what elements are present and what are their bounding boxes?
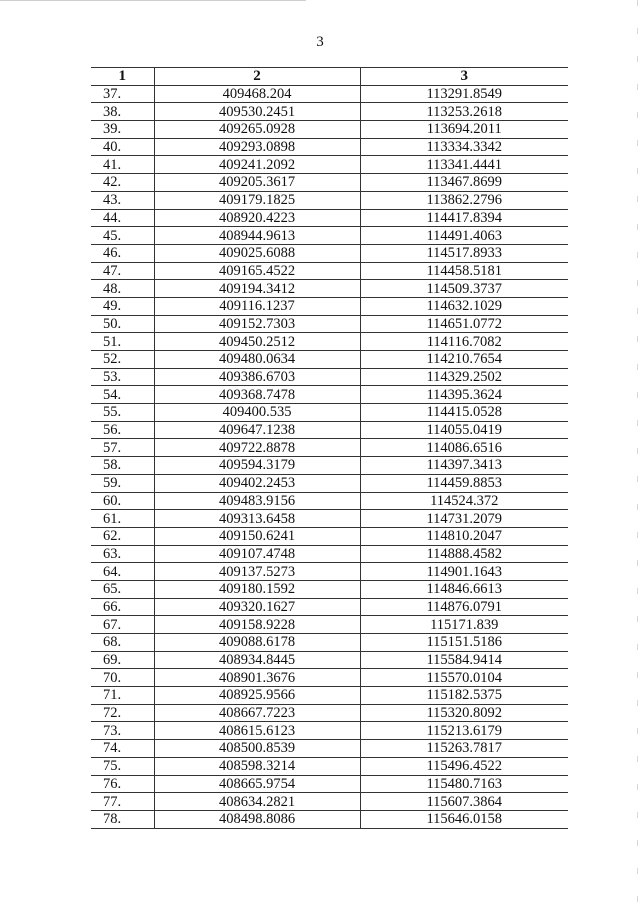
y-coordinate-cell: 114846.6613 [360, 580, 568, 598]
point-number-cell: 61. [91, 510, 154, 528]
y-coordinate-cell: 114651.0772 [360, 315, 568, 333]
y-coordinate-cell: 113253.2618 [360, 103, 568, 121]
x-coordinate-cell: 409647.1238 [154, 421, 360, 439]
x-coordinate-cell: 409450.2512 [154, 333, 360, 351]
point-number-cell: 75. [91, 757, 154, 775]
x-coordinate-cell: 409241.2092 [154, 156, 360, 174]
table-row [91, 421, 568, 439]
point-number-cell: 43. [91, 191, 154, 209]
table-row [91, 669, 568, 687]
point-number-cell: 66. [91, 598, 154, 616]
table-row [91, 563, 568, 581]
table-row [91, 262, 568, 280]
x-coordinate-cell: 408615.6123 [154, 722, 360, 740]
scan-edge-marks [637, 0, 638, 904]
point-number-cell: 49. [91, 297, 154, 315]
x-coordinate-cell: 409386.6703 [154, 368, 360, 386]
point-number-cell: 70. [91, 669, 154, 687]
point-number-cell: 73. [91, 722, 154, 740]
table-row [91, 121, 568, 139]
x-coordinate-cell: 408944.9613 [154, 227, 360, 245]
table-row [91, 404, 568, 422]
y-coordinate-cell: 114901.1643 [360, 563, 568, 581]
x-coordinate-cell: 408901.3676 [154, 669, 360, 687]
y-coordinate-cell: 115570.0104 [360, 669, 568, 687]
y-coordinate-cell: 115480.7163 [360, 775, 568, 793]
x-coordinate-cell: 409293.0898 [154, 138, 360, 156]
table-row [91, 103, 568, 121]
y-coordinate-cell: 114397.3413 [360, 457, 568, 475]
y-coordinate-cell: 115171.839 [360, 616, 568, 634]
point-number-cell: 71. [91, 687, 154, 705]
table-row [91, 616, 568, 634]
x-coordinate-cell: 409313.6458 [154, 510, 360, 528]
x-coordinate-cell: 408500.8539 [154, 740, 360, 758]
x-coordinate-cell: 408934.8445 [154, 651, 360, 669]
x-coordinate-cell: 409483.9156 [154, 492, 360, 510]
table-row [91, 315, 568, 333]
x-coordinate-cell: 409107.4748 [154, 545, 360, 563]
point-number-cell: 78. [91, 810, 154, 828]
y-coordinate-cell: 114876.0791 [360, 598, 568, 616]
y-coordinate-cell: 113467.8699 [360, 174, 568, 192]
y-coordinate-cell: 113334.3342 [360, 138, 568, 156]
x-coordinate-cell: 409179.1825 [154, 191, 360, 209]
y-coordinate-cell: 113341.4441 [360, 156, 568, 174]
y-coordinate-cell: 115151.5186 [360, 634, 568, 652]
x-coordinate-cell: 408925.9566 [154, 687, 360, 705]
x-coordinate-cell: 409025.6088 [154, 244, 360, 262]
page-number: 3 [316, 34, 324, 50]
y-coordinate-cell: 113862.2796 [360, 191, 568, 209]
x-coordinate-cell: 409116.1237 [154, 297, 360, 315]
point-number-cell: 72. [91, 704, 154, 722]
point-number-cell: 58. [91, 457, 154, 475]
table-row [91, 174, 568, 192]
table-row [91, 156, 568, 174]
point-number-cell: 40. [91, 138, 154, 156]
y-coordinate-cell: 114458.5181 [360, 262, 568, 280]
y-coordinate-cell: 114888.4582 [360, 545, 568, 563]
y-coordinate-cell: 115584.9414 [360, 651, 568, 669]
x-coordinate-cell: 409402.2453 [154, 474, 360, 492]
table-header-row [91, 68, 568, 86]
table-row [91, 775, 568, 793]
table-row [91, 368, 568, 386]
point-number-cell: 55. [91, 404, 154, 422]
x-coordinate-cell: 409158.9228 [154, 616, 360, 634]
point-number-cell: 74. [91, 740, 154, 758]
point-number-cell: 65. [91, 580, 154, 598]
y-coordinate-cell: 114116.7082 [360, 333, 568, 351]
y-coordinate-cell: 113694.2011 [360, 121, 568, 139]
table-row [91, 740, 568, 758]
table-row [91, 634, 568, 652]
y-coordinate-cell: 115496.4522 [360, 757, 568, 775]
table-row [91, 351, 568, 369]
x-coordinate-cell: 409530.2451 [154, 103, 360, 121]
point-number-cell: 45. [91, 227, 154, 245]
point-number-cell: 63. [91, 545, 154, 563]
y-coordinate-cell: 114524.372 [360, 492, 568, 510]
x-coordinate-cell: 408667.7223 [154, 704, 360, 722]
x-coordinate-cell: 409150.6241 [154, 527, 360, 545]
table-row [91, 386, 568, 404]
table-row [91, 810, 568, 828]
table-row [91, 227, 568, 245]
y-coordinate-cell: 115646.0158 [360, 810, 568, 828]
point-number-cell: 69. [91, 651, 154, 669]
column-header-number: 1 [91, 68, 154, 86]
table-row [91, 209, 568, 227]
y-coordinate-cell: 114810.2047 [360, 527, 568, 545]
x-coordinate-cell: 408498.8086 [154, 810, 360, 828]
x-coordinate-cell: 409480.0634 [154, 351, 360, 369]
top-rule [0, 0, 306, 1]
x-coordinate-cell: 409265.0928 [154, 121, 360, 139]
point-number-cell: 64. [91, 563, 154, 581]
x-coordinate-cell: 409594.3179 [154, 457, 360, 475]
point-number-cell: 52. [91, 351, 154, 369]
y-coordinate-cell: 115213.6179 [360, 722, 568, 740]
point-number-cell: 41. [91, 156, 154, 174]
y-coordinate-cell: 114731.2079 [360, 510, 568, 528]
y-coordinate-cell: 114491.4063 [360, 227, 568, 245]
point-number-cell: 60. [91, 492, 154, 510]
x-coordinate-cell: 409400.535 [154, 404, 360, 422]
table-row [91, 651, 568, 669]
table-row [91, 297, 568, 315]
table-row [91, 138, 568, 156]
y-coordinate-cell: 113291.8549 [360, 85, 568, 103]
y-coordinate-cell: 115607.3864 [360, 793, 568, 811]
table-body [91, 85, 568, 828]
point-number-cell: 59. [91, 474, 154, 492]
point-number-cell: 39. [91, 121, 154, 139]
point-number-cell: 37. [91, 85, 154, 103]
point-number-cell: 56. [91, 421, 154, 439]
y-coordinate-cell: 114509.3737 [360, 280, 568, 298]
table-row [91, 793, 568, 811]
x-coordinate-cell: 409137.5273 [154, 563, 360, 581]
y-coordinate-cell: 114329.2502 [360, 368, 568, 386]
y-coordinate-cell: 114459.8853 [360, 474, 568, 492]
y-coordinate-cell: 114395.3624 [360, 386, 568, 404]
column-header-y: 3 [360, 68, 568, 86]
x-coordinate-cell: 408920.4223 [154, 209, 360, 227]
x-coordinate-cell: 408665.9754 [154, 775, 360, 793]
point-number-cell: 57. [91, 439, 154, 457]
point-number-cell: 46. [91, 244, 154, 262]
table-row [91, 492, 568, 510]
point-number-cell: 53. [91, 368, 154, 386]
y-coordinate-cell: 114417.8394 [360, 209, 568, 227]
column-header-x: 2 [154, 68, 360, 86]
table-row [91, 527, 568, 545]
table-row [91, 457, 568, 475]
x-coordinate-cell: 409468.204 [154, 85, 360, 103]
y-coordinate-cell: 114415.0528 [360, 404, 568, 422]
y-coordinate-cell: 115182.5375 [360, 687, 568, 705]
y-coordinate-cell: 114086.6516 [360, 439, 568, 457]
table-row [91, 687, 568, 705]
x-coordinate-cell: 409194.3412 [154, 280, 360, 298]
table-row [91, 757, 568, 775]
y-coordinate-cell: 114055.0419 [360, 421, 568, 439]
x-coordinate-cell: 409205.3617 [154, 174, 360, 192]
point-number-cell: 47. [91, 262, 154, 280]
table-row [91, 280, 568, 298]
point-number-cell: 77. [91, 793, 154, 811]
point-number-cell: 67. [91, 616, 154, 634]
table-row [91, 722, 568, 740]
table-row [91, 85, 568, 103]
x-coordinate-cell: 408598.3214 [154, 757, 360, 775]
y-coordinate-cell: 115263.7817 [360, 740, 568, 758]
y-coordinate-cell: 115320.8092 [360, 704, 568, 722]
table-row [91, 244, 568, 262]
x-coordinate-cell: 409368.7478 [154, 386, 360, 404]
table-row [91, 439, 568, 457]
coordinates-table [91, 67, 568, 829]
y-coordinate-cell: 114210.7654 [360, 351, 568, 369]
x-coordinate-cell: 409722.8878 [154, 439, 360, 457]
table-row [91, 474, 568, 492]
x-coordinate-cell: 409152.7303 [154, 315, 360, 333]
y-coordinate-cell: 114517.8933 [360, 244, 568, 262]
x-coordinate-cell: 409088.6178 [154, 634, 360, 652]
point-number-cell: 62. [91, 527, 154, 545]
point-number-cell: 38. [91, 103, 154, 121]
point-number-cell: 76. [91, 775, 154, 793]
y-coordinate-cell: 114632.1029 [360, 297, 568, 315]
point-number-cell: 48. [91, 280, 154, 298]
x-coordinate-cell: 409180.1592 [154, 580, 360, 598]
point-number-cell: 42. [91, 174, 154, 192]
table-row [91, 510, 568, 528]
point-number-cell: 54. [91, 386, 154, 404]
table-row [91, 545, 568, 563]
table-row [91, 333, 568, 351]
point-number-cell: 51. [91, 333, 154, 351]
point-number-cell: 44. [91, 209, 154, 227]
table-row [91, 704, 568, 722]
table-row [91, 580, 568, 598]
x-coordinate-cell: 409320.1627 [154, 598, 360, 616]
x-coordinate-cell: 409165.4522 [154, 262, 360, 280]
x-coordinate-cell: 408634.2821 [154, 793, 360, 811]
table-row [91, 191, 568, 209]
table-row [91, 598, 568, 616]
point-number-cell: 68. [91, 634, 154, 652]
point-number-cell: 50. [91, 315, 154, 333]
